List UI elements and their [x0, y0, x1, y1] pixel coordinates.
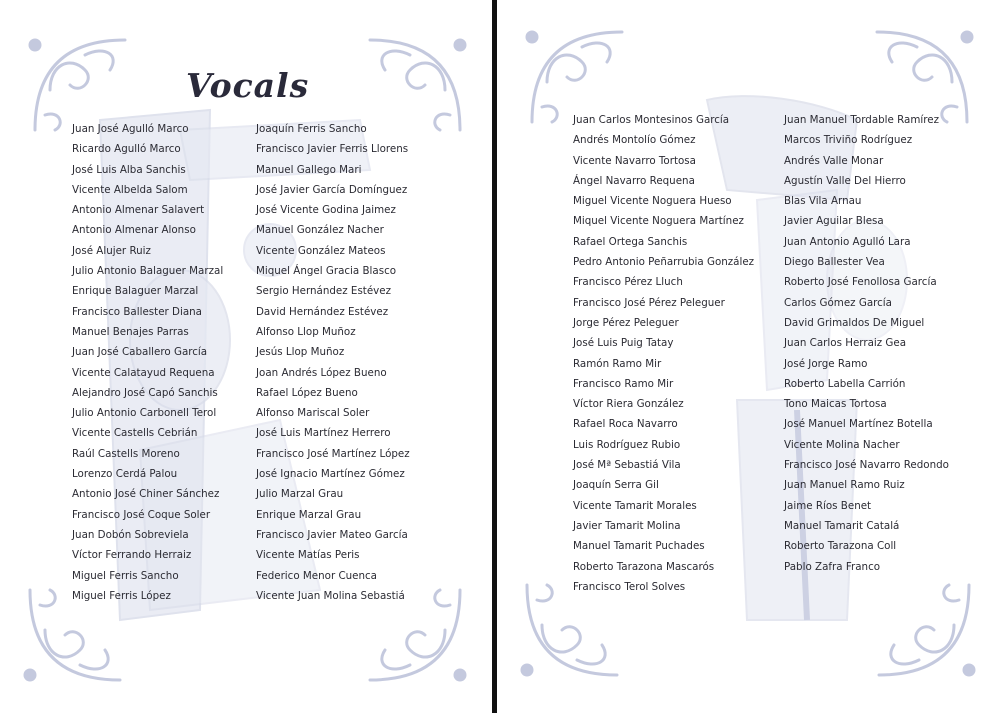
list-item: Juan Dobón Sobreviela: [72, 528, 189, 541]
list-item: Carlos Gómez García: [784, 296, 892, 309]
list-item: Andrés Montolío Gómez: [573, 134, 696, 147]
list-item: José Luis Martínez Herrero: [256, 427, 391, 440]
list-item: Francisco José Pérez Peleguer: [573, 296, 725, 309]
list-item: Manuel Tamarit Puchades: [573, 540, 705, 553]
list-item: Diego Ballester Vea: [784, 256, 885, 269]
list-item: Jorge Pérez Peleguer: [573, 316, 679, 329]
list-item: Vicente González Mateos: [256, 244, 386, 257]
list-item: Julio Marzal Grau: [256, 488, 344, 501]
list-item: Ramón Ramo Mir: [573, 357, 662, 370]
name-list-right-col1: [573, 110, 754, 597]
list-item: Miquel Vicente Noguera Martínez: [573, 215, 744, 228]
page-title: Vocals: [186, 66, 310, 105]
list-item: Enrique Balaguer Marzal: [72, 285, 199, 298]
list-item: Rafael López Bueno: [256, 386, 358, 399]
list-item: Agustín Valle Del Hierro: [784, 174, 906, 187]
list-item: José Luis Alba Sanchis: [72, 163, 186, 176]
list-item: Julio Antonio Balaguer Marzal: [72, 265, 224, 278]
list-item: Roberto Tarazona Coll: [784, 540, 897, 553]
list-item: Rafael Ortega Sanchis: [573, 235, 688, 248]
list-item: Vicente Molina Nacher: [784, 438, 900, 451]
list-item: Joaquín Serra Gil: [573, 479, 659, 492]
list-item: Miquel Ángel Gracia Blasco: [256, 265, 397, 278]
list-item: Roberto José Fenollosa García: [784, 276, 937, 289]
list-item: Andrés Valle Monar: [784, 154, 884, 167]
left-page: [0, 0, 492, 713]
list-item: Julio Antonio Carbonell Terol: [72, 407, 217, 420]
list-item: Javier Tamarit Molina: [573, 519, 681, 532]
name-list-left-col1: [72, 119, 223, 606]
list-item: Enrique Marzal Grau: [256, 508, 362, 521]
list-item: José Luis Puig Tatay: [573, 337, 674, 350]
list-item: José Vicente Godina Jaimez: [256, 204, 396, 217]
list-item: Tono Maicas Tortosa: [784, 398, 887, 411]
list-item: Antonio José Chiner Sánchez: [72, 488, 220, 501]
list-item: Ángel Navarro Requena: [573, 174, 695, 187]
list-item: Francisco Terol Solves: [573, 580, 686, 593]
list-item: José Alujer Ruiz: [72, 244, 151, 257]
list-item: Francisco José Coque Soler: [72, 508, 211, 521]
list-item: Juan Antonio Agulló Lara: [784, 235, 911, 248]
list-item: Manuel Gallego Mari: [256, 163, 362, 176]
list-item: José Jorge Ramo: [784, 357, 868, 370]
list-item: Juan Carlos Montesinos García: [573, 114, 730, 126]
list-item: Manuel Tamarit Catalá: [784, 519, 900, 532]
list-item: Roberto Tarazona Mascarós: [573, 560, 715, 573]
list-item: Francisco Pérez Lluch: [573, 276, 683, 289]
list-item: Vicente Matías Peris: [256, 549, 360, 562]
list-item: Miguel Ferris Sancho: [72, 569, 179, 582]
list-item: Francisco José Martínez López: [256, 447, 410, 460]
list-item: Miguel Ferris López: [72, 589, 171, 602]
list-item: Vicente Albelda Salom: [72, 183, 188, 196]
list-item: Jaime Ríos Benet: [784, 499, 872, 512]
filigree-corner-ornament: [869, 575, 979, 685]
list-item: Antonio Almenar Alonso: [72, 224, 196, 237]
list-item: Miguel Vicente Noguera Hueso: [573, 195, 732, 208]
name-list-right-col2: [784, 110, 949, 577]
list-item: Vicente Navarro Tortosa: [573, 154, 696, 167]
list-item: Blas Vila Arnau: [784, 195, 862, 208]
list-item: Joan Andrés López Bueno: [256, 366, 387, 379]
list-item: Sergio Hernández Estévez: [256, 285, 392, 298]
list-item: Lorenzo Cerdá Palou: [72, 468, 178, 481]
list-item: Federico Menor Cuenca: [256, 569, 377, 582]
list-item: Manuel González Nacher: [256, 224, 384, 237]
list-item: Javier Aguilar Blesa: [784, 215, 884, 228]
right-page: [497, 0, 1000, 713]
list-item: Vicente Juan Molina Sebastiá: [256, 589, 405, 602]
list-item: Juan José Agulló Marco: [72, 123, 189, 135]
list-item: Ricardo Agulló Marco: [72, 143, 181, 156]
list-item: Manuel Benajes Parras: [72, 325, 189, 338]
list-item: David Hernández Estévez: [256, 305, 389, 318]
list-item: José Mª Sebastiá Vila: [573, 459, 681, 472]
list-item: Francisco Ballester Diana: [72, 305, 202, 318]
list-item: Pedro Antonio Peñarrubia González: [573, 256, 755, 269]
list-item: Francisco Javier Ferris Llorens: [256, 143, 409, 156]
list-item: David Grimaldos De Miguel: [784, 316, 925, 329]
list-item: Pablo Zafra Franco: [784, 560, 881, 573]
list-item: José Manuel Martínez Botella: [784, 418, 933, 431]
name-list-left-col2: [256, 119, 410, 606]
list-item: Francisco Javier Mateo García: [256, 528, 408, 541]
list-item: Víctor Ferrando Herraiz: [72, 549, 192, 562]
list-item: Rafael Roca Navarro: [573, 418, 678, 431]
list-item: Roberto Labella Carrión: [784, 377, 906, 390]
list-item: Jesús Llop Muñoz: [256, 346, 345, 359]
list-item: Juan José Caballero García: [72, 346, 208, 359]
list-item: Juan Manuel Ramo Ruiz: [784, 479, 905, 492]
list-item: Vicente Calatayud Requena: [72, 366, 215, 379]
list-item: Alfonso Llop Muñoz: [256, 325, 356, 338]
list-item: Alfonso Mariscal Soler: [256, 407, 370, 420]
list-item: Vicente Castells Cebrián: [72, 427, 198, 440]
list-item: Juan Carlos Herraiz Gea: [784, 337, 907, 350]
list-item: Juan Manuel Tordable Ramírez: [784, 114, 940, 126]
list-item: Joaquín Ferris Sancho: [256, 123, 367, 135]
list-item: Raúl Castells Moreno: [72, 447, 180, 460]
list-item: Alejandro José Capó Sanchis: [72, 386, 218, 399]
list-item: Antonio Almenar Salavert: [72, 204, 205, 217]
list-item: Francisco José Navarro Redondo: [784, 459, 949, 472]
list-item: Víctor Riera González: [573, 398, 684, 411]
list-item: José Ignacio Martínez Gómez: [256, 468, 405, 481]
list-item: Vicente Tamarit Morales: [573, 499, 697, 512]
list-item: José Javier García Domínguez: [256, 183, 408, 196]
list-item: Luis Rodríguez Rubio: [573, 438, 681, 451]
list-item: Francisco Ramo Mir: [573, 377, 674, 390]
list-item: Marcos Triviño Rodríguez: [784, 134, 913, 147]
